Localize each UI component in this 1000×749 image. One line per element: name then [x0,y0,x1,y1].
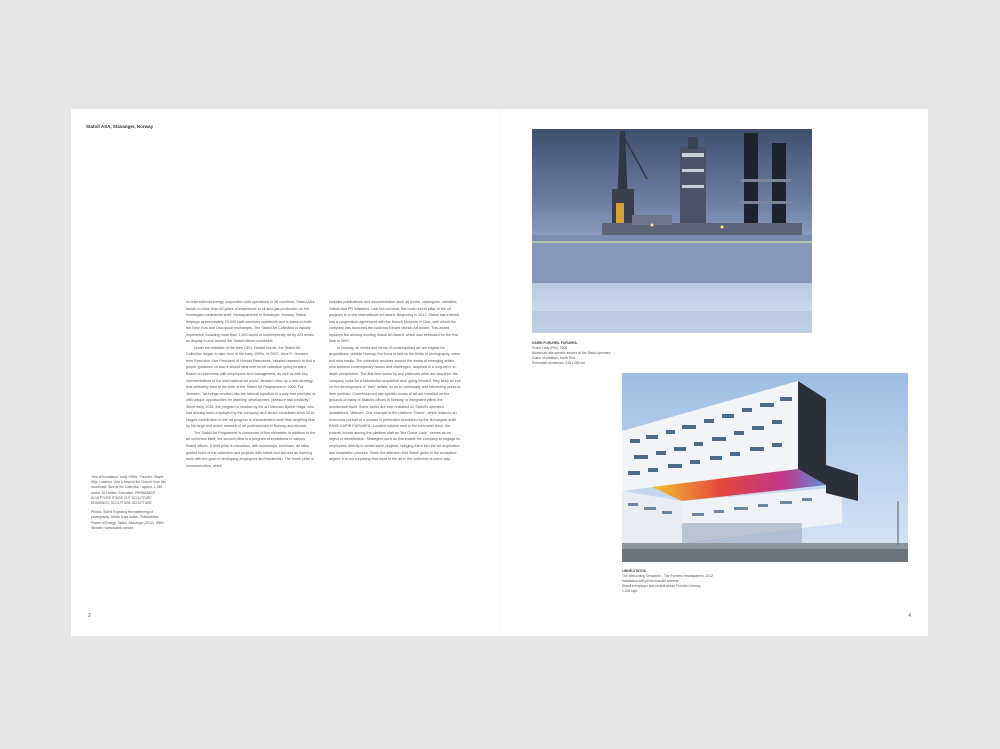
page-number-left: 2 [88,613,91,619]
photo1-caption [532,341,652,366]
photo1-caption-title: KARIN FURUHEIL FURUHEIL [532,341,578,345]
body-column-1 [186,299,316,591]
photo2-caption-line: 1,200 sqm [622,589,638,593]
body-paragraph: Under the initiative of the then CEO, Harald Norvik, the Statoil Art Collection began to take form in the early 1990s. In 2007, Jens R. Jenssen, then Executive Vice President of Human Resources, initiated research to find a proper guidance on how it should deal with its art collection going forward. Based on interviews with employees and management, as well as with key representatives of the international art world, Jenssen drew up a new strategy that ultimately lead to the birth of the Statoil Art Programme in 2008. For Jenssen, "art brings emotion into the rational equation in a way that provides us with unique opportunities for learning, development, pleasure and creativity." Since early 2015, the program is headed by the art historian Bjorne Haga, who had already been employed by the company as a senior consultant since 2010. Haga's contribution to the art program is characterized more than anything else by his large and active network of art professionals in Norway and abroad. [186,345,316,429]
collection-publications-text: Photos: Statoil Exploring the weathering of photography 'Artists tours works'. Publications: Places of Energy, Statoil, Stavanger (2012). ISBN. Website: www.statoil.com/art [91,510,165,530]
photo1-caption-line: Perforated aluminium, 248 x 280 cm [532,361,585,365]
office-building-illustration [622,373,908,562]
offshore-platform-photo [532,129,812,333]
body-paragraph: An international energy corporation with operations in 36 countries, Statoil ASA builds on more than 40 years of experience in oil and gas production on the Norwegian continental shelf. Headquartered in Stavanger, Norway, Statoil employs approximately 23,000 staff members worldwide and is listed on both the New York and Oslo stock exchanges. The Statoil Art Collection is equally impressive, boasting more than 1,300 works of contemporary art by 325 artists on display in and around the Statoil offices worldwide. [186,300,315,344]
photo1-caption-line: Aluminium site-specific artwork at the Statoil operated [532,351,611,355]
photo2-caption [622,569,742,594]
photo2-caption-line: The Welcoming Sensation – The Fornebu Headquarters, 2012 [622,574,713,578]
body-paragraph: In Norway, all media and forms of contemporary art are eligible for acquisitions; outside Norway, the focus is laid on the fields of photography, video and new media. The collection revolves around the works of emerging artists who address contemporary issues and challenges, acquired in a long-term, in-depth perspective. The first time works by any particular artist are acquired, the company looks for a substantial acquisition and, going forward, they keep an eye on the development of "their" artists, so as to continually add interesting works to their portfolio. Commissioned site-specific works of art are installed on the grounds of many of Statoil's offices in Norway, or integrated within the architecture itself. Some works are even installed on Statoil's operated installations, offshore. One example is the platform "Grane", which features an enormous portrait of a woman in perforated aluminium by the Norwegian artist KANE KARIN FURUHEIL. Located outside next to the helicopter deck, the portrait, known among the platform staff as "the Grane Lady", serves as an object of identification. Strategies such as this enable the company to engage its employees directly in construction projects, bringing them into the art acquisition and installation process. Given the attention that Statoil gives to the workplace aspect, it is not surprising that most of the art in the collection is some way [329,345,461,462]
body-paragraph: The Statoil Art Programme is comprised of five elements: In addition to the art collection itself, the second pillar is a program of exhibitions in various Statoil offices. A third pillar is education, with workshops, seminars, art talks, guided tours of the collection and projects with artists and schools as learning tools with the goal of developing employees and leadership. The fourth pillar is communication, which [186,430,316,468]
collection-facts-caption [91,475,169,535]
book-spread [71,109,928,636]
collection-facts-text: Year of foundation: 'early 1990s'. Founder / Buyer: Wijs. Location: 'Arts & beyond the Church' from this coordinate. Size of the Collection / approx. 1,350 works; 324 artists. Education: PERMANENT SCULPTURE STAGE OUT SCULPTURE DRAWINGS, SCULPTURE SCULPTURE. [91,475,166,506]
photo2-caption-line: Installation with printed backlit screens [622,579,679,583]
body-column-2 [329,299,461,591]
running-head: Statoil ASA, Stavanger, Norway [86,124,154,129]
photo2-caption-title: LINNÉ-STATOIL [622,569,647,573]
body-paragraph: includes publications and documentation such as books, catalogues, websites, videos and PR initiatives. Last but not least, the most recent pillar of the art program is a new international art award: Beginning in 2013, Statoil has entered into a cooperation agreement with the Munch Museum in Oslo, with whom the company has launched the National Edvard Munch Art Award. This award replaces the already existing Statoil Art Award, which was bestowed for the first time in 2007. [329,300,460,344]
photo2-caption-line: Statoil's employer and central atrium Fornebu Norway [622,584,701,588]
photo1-caption-line: Grane oil platform, North Sea [532,356,575,360]
photo1-caption-line: Grane Lady (Fire), 2006 [532,346,568,350]
office-building-photo [622,373,908,562]
offshore-platform-illustration [532,129,812,333]
spread-gutter [499,109,500,636]
page-number-right: 4 [908,613,911,619]
